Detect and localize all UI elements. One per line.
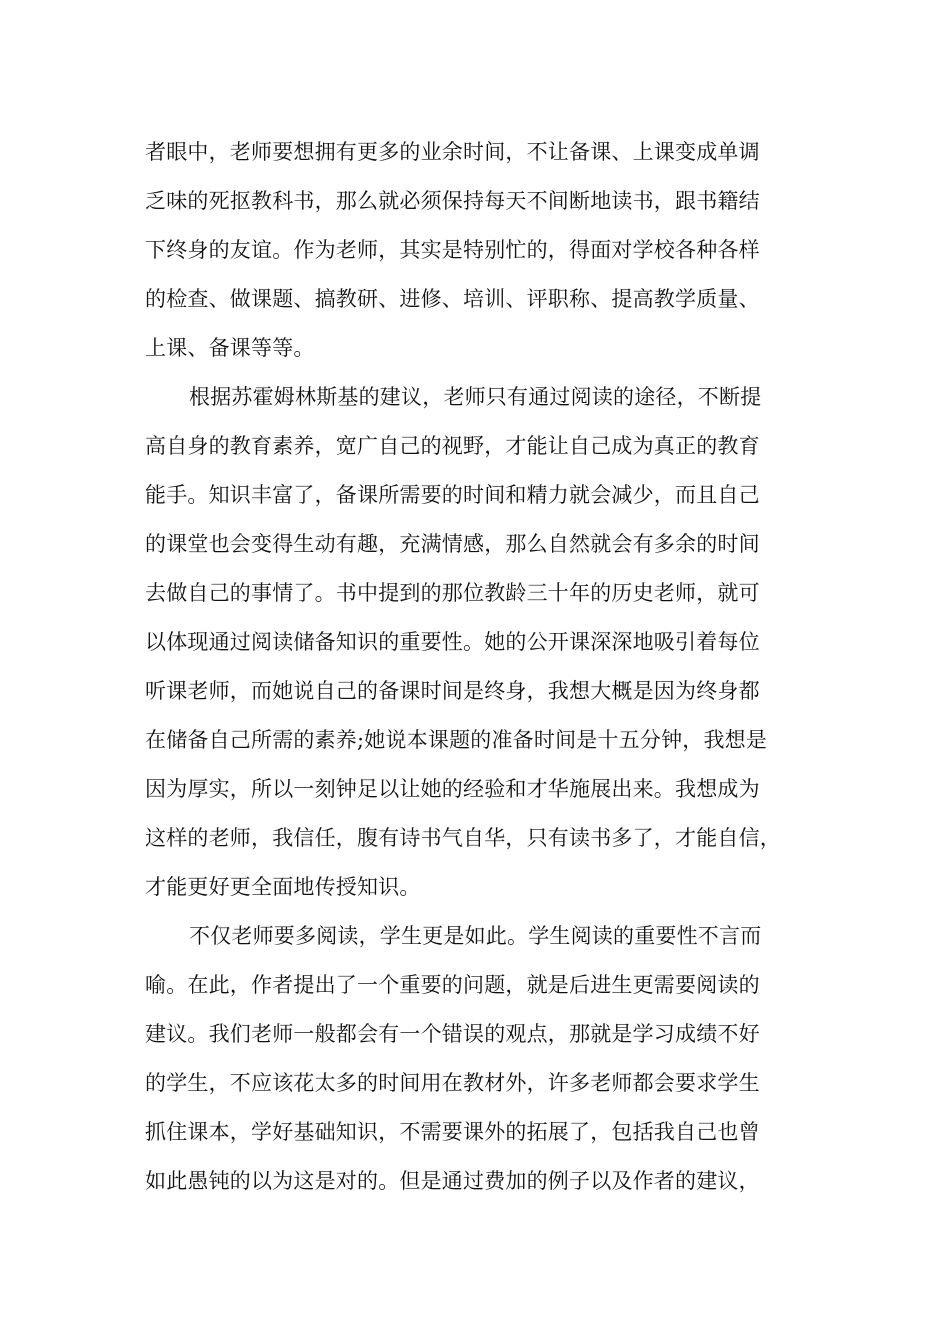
text-line: 在储备自己所需的素养;她说本课题的准备时间是十五分钟，我想是 [145,728,768,752]
text-line: 以体现通过阅读储备知识的重要性。她的公开课深深地吸引着每位 [145,630,760,654]
paragraph [145,373,825,912]
text-line: 抓住课本，学好基础知识，不需要课外的拓展了，包括我自己也曾 [145,1120,760,1144]
text-line: 建议。我们老师一般都会有一个错误的观点，那就是学习成绩不好 [145,1022,760,1046]
text-line: 上课、备课等等。 [145,336,315,360]
text-line: 者眼中，老师要想拥有更多的业余时间，不让备课、上课变成单调 [145,140,760,164]
paragraph [145,912,825,1206]
document-body [145,128,825,1206]
text-line: 的检查、做课题、搞教研、进修、培训、评职称、提高教学质量、 [145,287,760,311]
paragraph [145,128,825,373]
text-line: 去做自己的事情了。书中提到的那位教龄三十年的历史老师，就可 [145,581,760,605]
text-line: 这样的老师，我信任，腹有诗书气自华，只有读书多了，才能自信， [145,826,781,850]
text-line: 因为厚实，所以一刻钟足以让她的经验和才华施展出来。我想成为 [145,777,760,801]
text-line: 能手。知识丰富了，备课所需要的时间和精力就会减少，而且自己 [145,483,760,507]
text-line: 乏味的死抠教科书，那么就必须保持每天不间断地读书，跟书籍结 [145,189,760,213]
text-line: 下终身的友谊。作为老师，其实是特别忙的，得面对学校各种各样 [145,238,760,262]
text-line: 听课老师，而她说自己的备课时间是终身，我想大概是因为终身都 [145,679,760,703]
text-line: 不仅老师要多阅读，学生更是如此。学生阅读的重要性不言而 [189,924,762,948]
text-line: 喻。在此，作者提出了一个重要的问题，就是后进生更需要阅读的 [145,973,760,997]
text-line: 的课堂也会变得生动有趣，充满情感，那么自然就会有多余的时间 [145,532,760,556]
text-line: 高自身的教育素养，宽广自己的视野，才能让自己成为真正的教育 [145,434,760,458]
text-line: 如此愚钝的以为这是对的。但是通过费加的例子以及作者的建议， [145,1169,760,1193]
text-line: 的学生，不应该花太多的时间用在教材外，许多老师都会要求学生 [145,1071,760,1095]
text-line: 才能更好更全面地传授知识。 [145,875,421,899]
text-line: 根据苏霍姆林斯基的建议，老师只有通过阅读的途径，不断提 [189,385,762,409]
